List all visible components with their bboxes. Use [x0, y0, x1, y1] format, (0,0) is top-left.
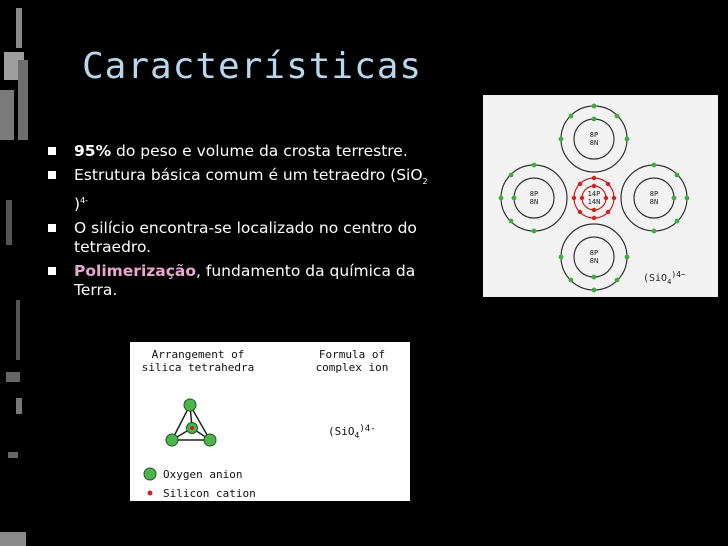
- bullet-subscript: 2: [422, 177, 428, 187]
- bullet-text-after: ): [74, 195, 81, 214]
- oxygen-atom: [204, 434, 216, 446]
- bullet-text: O silício encontra-se localizado no centro do tetraedro.: [74, 219, 417, 257]
- bullet-item: [48, 142, 428, 161]
- legend-oxygen-label: Oxygen anion: [163, 468, 243, 481]
- bullet-list: [48, 142, 428, 305]
- legend-silicon-label: Silicon cation: [163, 487, 256, 500]
- bullet-item: [48, 166, 428, 214]
- label-center-n: 14N: [587, 198, 601, 206]
- col1-line2: silica tetrahedra: [141, 361, 255, 374]
- bullet-item: [48, 262, 428, 300]
- bullet-text: Estrutura básica comum é um tetraedro (SiO: [74, 166, 423, 184]
- col1-line1: Arrangement of: [151, 348, 245, 361]
- bullet-superscript: 4-: [80, 196, 89, 206]
- legend-silicon-icon: [148, 491, 153, 496]
- legend-oxygen-icon: [144, 468, 156, 480]
- silicon-atom: [190, 426, 194, 430]
- bullet-item: [48, 219, 428, 257]
- col2-line2: complex ion: [315, 361, 389, 374]
- col2-line1: Formula of: [318, 348, 386, 361]
- bullet-text: , fundamento da química da Terra.: [74, 262, 416, 300]
- label-left-p: 8P: [529, 190, 539, 198]
- atom-formula: (SiO$_4^{)4-}$: [643, 270, 686, 286]
- decorative-left-bars: [0, 0, 28, 546]
- slide-title: Características: [82, 46, 423, 87]
- label-top-n: 8N: [589, 139, 599, 147]
- tetrahedron-diagram: [130, 342, 410, 501]
- label-left-n: 8N: [529, 198, 539, 206]
- oxygen-atom: [166, 434, 178, 446]
- tetra-formula: (SiO$_4^{)4-}$: [328, 424, 376, 440]
- atom-diagram-svg: [483, 95, 718, 297]
- tetrahedron-svg: [130, 342, 410, 501]
- label-bottom-n: 8N: [589, 257, 599, 265]
- label-top-p: 8P: [589, 131, 599, 139]
- oxygen-atom: [184, 399, 196, 411]
- bullet-accent: Polimerização: [74, 262, 197, 281]
- silicate-atom-diagram: [483, 95, 718, 297]
- label-center-p: 14P: [587, 190, 601, 198]
- label-right-p: 8P: [649, 190, 659, 198]
- label-right-n: 8N: [649, 198, 659, 206]
- label-bottom-p: 8P: [589, 249, 599, 257]
- bullet-text: do peso e volume da crosta terrestre.: [111, 142, 408, 160]
- bullet-strong: 95%: [74, 142, 112, 160]
